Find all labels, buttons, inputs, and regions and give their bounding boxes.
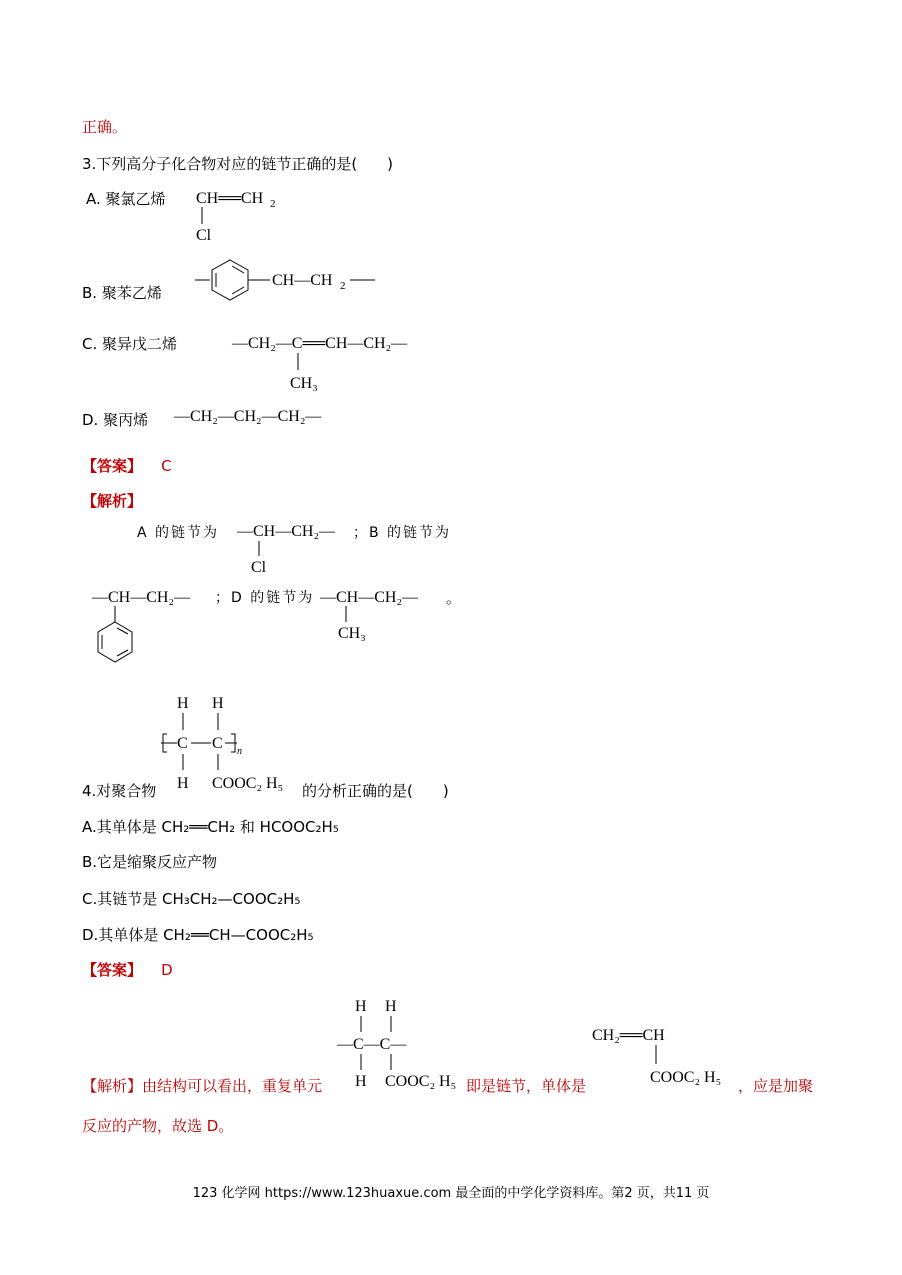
poly-h2: H [212,695,224,712]
q4-monomer-structure [590,1018,750,1094]
q3-analysis-end: 。 [446,589,462,607]
benzene-ring-icon [98,622,132,662]
q3-option-d-label: D. 聚丙烯 [82,411,149,429]
q3-analysis-a-chain: —CH—CH₂— [237,523,336,540]
q3-b-sub: 2 [340,280,346,292]
q3-option-c-label: C. 聚异戊二烯 [82,335,178,353]
q3-option-b-label: B. 聚苯乙烯 [82,284,162,302]
q3-c-chain: —CH₂—C══CH—CH₂— [232,335,408,352]
unit-h2: H [385,998,397,1015]
q3-answer [82,455,172,476]
q3-a-cl: Cl [196,227,212,244]
poly-h1: H [177,695,189,712]
poly-bottom-group: COOC₂ H₅ [212,775,284,792]
q3-d-chain: —CH₂—CH₂—CH₂— [174,408,322,425]
q4-analysis-prefix: 【解析】由结构可以看出，重复单元 [82,1077,323,1095]
q4-answer-label: 【答案】 [82,961,143,979]
q3-analysis-d-chain: —CH—CH₂— [320,589,419,606]
q3-analysis-d-structure [318,582,443,646]
q3-analysis-a-text: A 的链节为 [137,525,220,541]
q3-analysis-b-chain: —CH—CH₂— [92,589,191,606]
monomer-bottom: COOC₂ H₅ [650,1069,722,1086]
q4-analysis-suffix: ，应是加聚 [738,1077,814,1095]
q4-option-a: A.其单体是 CH₂══CH₂ 和 HCOOC₂H₅ [82,818,339,836]
q4-answer [82,959,173,980]
q4-repeat-unit-structure [335,992,475,1092]
q3-a-chain: CH══CH [196,190,264,207]
q4-polymer-structure [155,690,305,800]
q3-analysis-a-cl: Cl [251,559,267,576]
benzene-ring-icon [212,260,248,300]
q4-option-d: D.其单体是 CH₂══CH—COOC₂H₅ [82,926,314,944]
q3-c-methyl: CH₃ [290,375,318,392]
q3-a-sub: 2 [270,198,276,210]
poly-c1: C [177,735,188,752]
q3-answer-value: C [161,457,172,475]
unit-bottom-group: COOC₂ H₅ [385,1073,457,1090]
page-footer: 123 化学网 https://www.123huaxue.com 最全面的中学化学资料库。第2 页，共11 页 [192,1186,710,1201]
q3-answer-label: 【答案】 [82,457,143,475]
poly-bottom-h: H [177,775,189,792]
q4-analysis-mid: 即是链节，单体是 [466,1077,587,1095]
q3-analysis-b-structure [90,582,220,672]
q3-option-b-structure [190,255,390,315]
q3-option-c-structure [230,326,440,398]
q3-analysis-d-methyl: CH₃ [338,625,366,642]
q3-analysis-b-text: ；B 的链节为 [353,525,452,541]
q3-b-chain: CH—CH [272,272,333,289]
q4-answer-value: D [161,961,173,979]
q3-option-a-structure [190,180,300,250]
monomer-top: CH₂══CH [592,1027,665,1044]
previous-answer-end: 正确。 [82,118,128,136]
q3-option-a-label: A. 聚氯乙烯 [86,190,166,208]
unit-chain: —C—C— [337,1036,407,1053]
q4-option-b: B.它是缩聚反应产物 [82,853,218,871]
q3-analysis-a-structure [235,516,355,580]
q3-analysis-label: 【解析】 [82,492,143,510]
q3-analysis-d-text: ；D 的链节为 [215,590,315,606]
question-4-stem-suffix: 的分析正确的是( ) [302,782,449,800]
question-4-stem-prefix: 4.对聚合物 [82,782,157,800]
q4-option-c: C.其链节是 CH₃CH₂—COOC₂H₅ [82,890,301,908]
q4-analysis-line2: 反应的产物，故选 D。 [82,1117,234,1135]
poly-c2: C [212,735,223,752]
poly-n: n [237,746,242,757]
unit-h1: H [355,998,367,1015]
question-3-stem: 3.下列高分子化合物对应的链节正确的是( ) [82,155,394,173]
unit-bottom-h: H [355,1073,367,1090]
